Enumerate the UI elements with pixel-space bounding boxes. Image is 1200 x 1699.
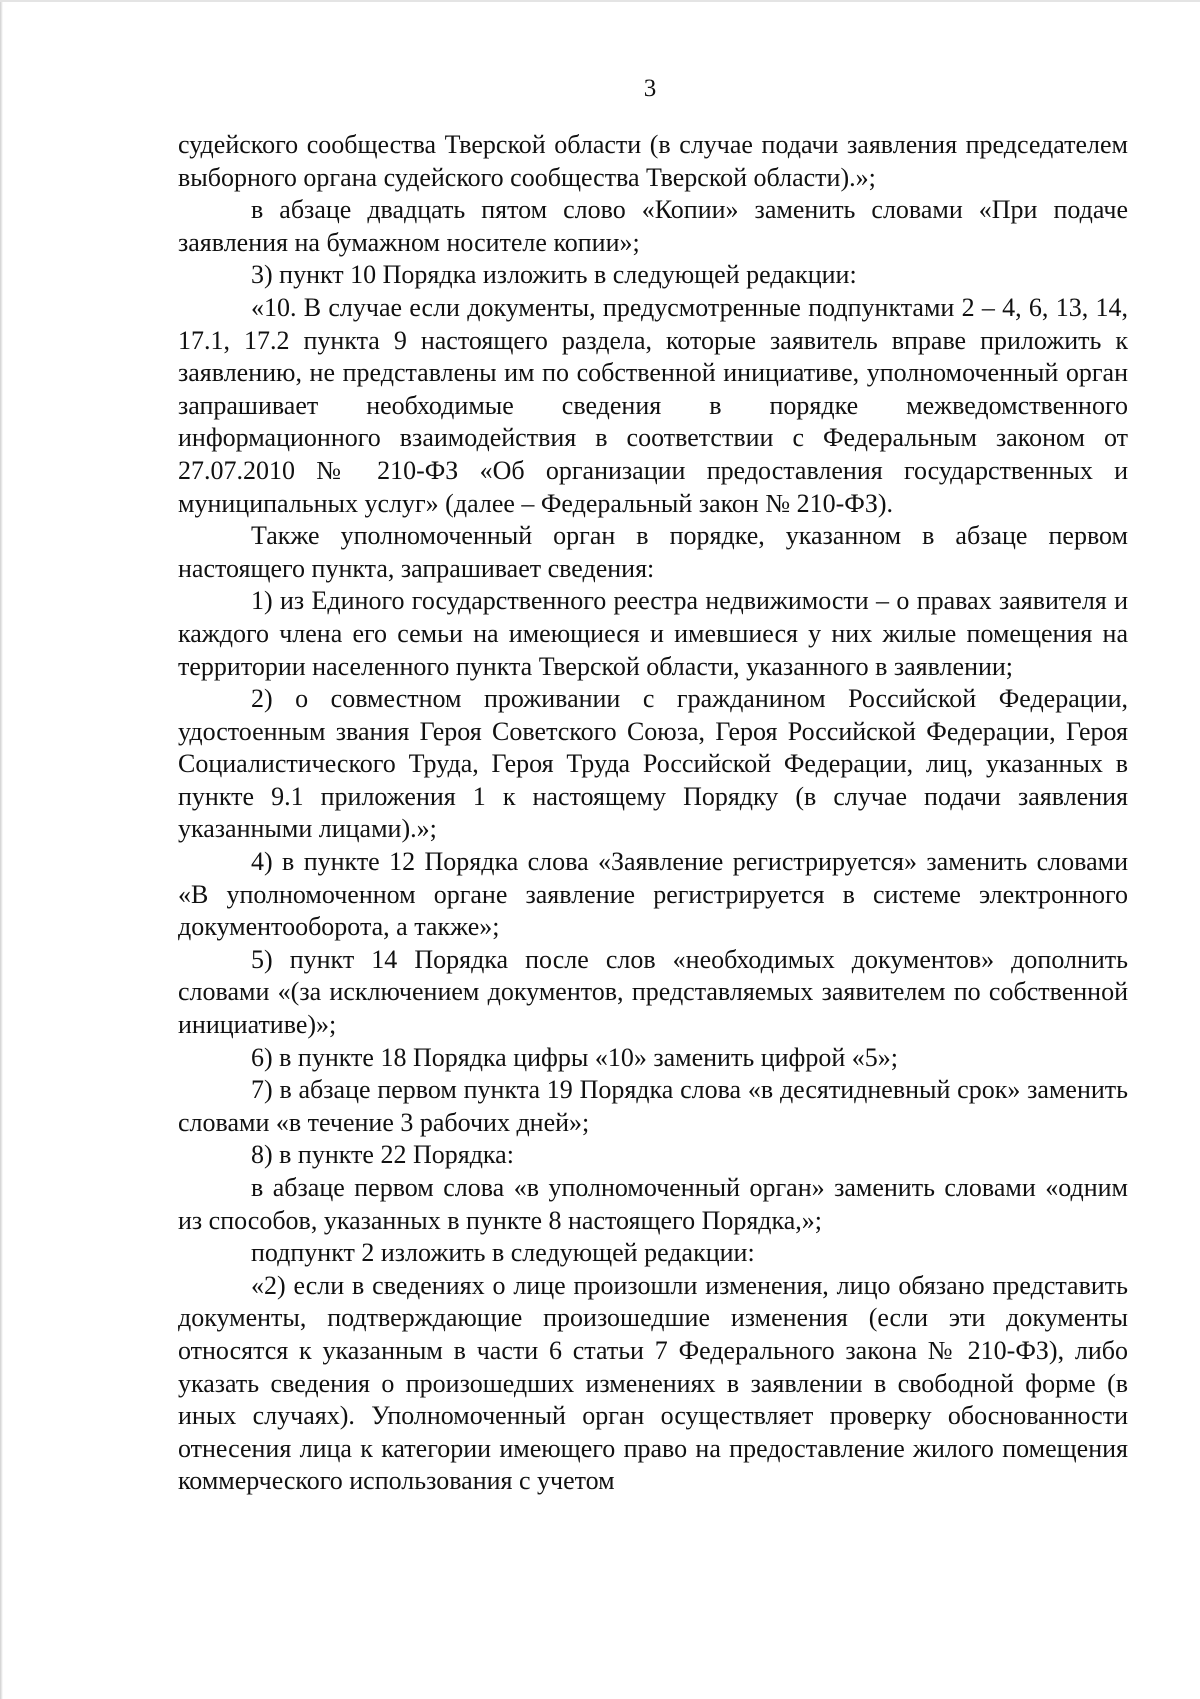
paragraph: 8) в пункте 22 Порядка:	[251, 1140, 514, 1170]
paragraph: 3) пункт 10 Порядка изложить в следующей редакции:	[251, 260, 857, 290]
paragraph: «10. В случае если документы, предусмотренные подпунктами 2 – 4, 6, 13, 14, 17.1, 17.2 пункта 9 настоящего раздела, которые заявитель вправе приложить к заявлению, не представлены им по собственной инициативе, уполномоченный орган запрашивает необходимые сведения в порядке межведомственного информационного взаимодействия в соответствии с Федеральным законом от 27.07.2010 № 210-ФЗ «Об организации предоставления государственных и муниципальных услуг» (далее – Федеральный закон № 210-ФЗ).	[178, 292, 1128, 518]
paragraph: Также уполномоченный орган в порядке, указанном в абзаце первом настоящего пункта, запрашивает сведения:	[178, 521, 1128, 583]
paragraph: 4) в пункте 12 Порядка слова «Заявление регистрируется» заменить словами «В уполномоченном органе заявление регистрируется в системе электронного документооборота, а также»;	[178, 847, 1128, 942]
scan-top-edge	[0, 0, 1200, 2]
paragraph: подпункт 2 изложить в следующей редакции:	[251, 1238, 755, 1268]
paragraph: «2) если в сведениях о лице произошли изменения, лицо обязано представить документы, подтверждающие произошедшие изменения (если эти документы относятся к указанным в части 6 статьи 7 Федерального закона № 210-ФЗ), либо указать сведения о произошедших изменениях в заявлении в свободной форме (в иных случаях). Уполномоченный орган осуществляет проверку обоснованности отнесения лица к категории имеющего право на предоставление жилого помещения коммерческого использования с учетом	[178, 1270, 1128, 1496]
paragraph: в абзаце первом слова «в уполномоченный орган» заменить словами «одним из способов, указанных в пункте 8 настоящего Порядка,»;	[178, 1173, 1128, 1235]
paragraph: 5) пункт 14 Порядка после слов «необходимых документов» дополнить словами «(за исключением документов, представляемых заявителем по собственной инициативе)»;	[178, 944, 1128, 1040]
paragraph: судейского сообщества Тверской области (в случае подачи заявления председателем выборного органа судейского сообщества Тверской области).»;	[178, 130, 1128, 192]
paragraph: 2) о совместном проживании с гражданином Российской Федерации, удостоенным звания Героя Советского Союза, Героя Российской Федерации, Героя Социалистического Труда, Героя Труда Российской Федерации, лиц, указанных в пункте 9.1 приложения 1 к настоящему Порядку (в случае подачи заявления указанными лицами).»;	[178, 684, 1128, 844]
scan-left-edge	[0, 0, 3, 1699]
paragraph: в абзаце двадцать пятом слово «Копии» заменить словами «При подаче заявления на бумажном носителе копии»;	[178, 195, 1128, 257]
paragraph: 7) в абзаце первом пункта 19 Порядка слова «в десятидневный срок» заменить словами «в течение 3 рабочих дней»;	[178, 1075, 1128, 1137]
document-body	[178, 129, 1128, 1498]
page-number: 3	[643, 75, 657, 102]
paragraph: 1) из Единого государственного реестра недвижимости – о правах заявителя и каждого члена его семьи на имеющиеся и имевшиеся у них жилые помещения на территории населенного пункта Тверской области, указанного в заявлении;	[178, 586, 1128, 681]
paragraph: 6) в пункте 18 Порядка цифры «10» заменить цифрой «5»;	[251, 1042, 899, 1072]
